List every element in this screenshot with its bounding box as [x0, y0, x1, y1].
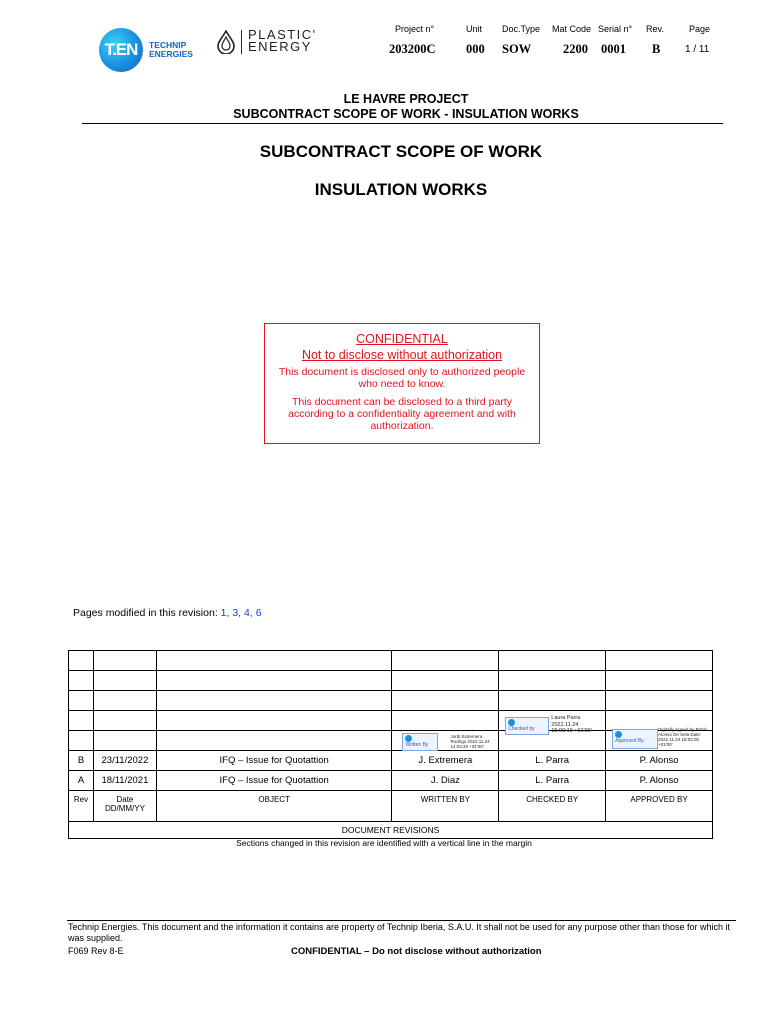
approved-cell: P. Alonso	[606, 771, 713, 791]
written-cell: J. Diaz	[392, 771, 499, 791]
confidential-heading: CONFIDENTIAL	[356, 332, 448, 346]
header-date: Date DD/MM/YY	[93, 791, 156, 822]
confidential-para2: This document can be disclosed to a third party according to a confidentiality agreement and with authorization.	[288, 396, 516, 432]
header-rev: Rev	[69, 791, 94, 822]
confidential-notice	[264, 323, 540, 444]
pages-modified-label: Pages modified in this revision:	[73, 607, 218, 619]
written-stamp-label: Written By	[405, 742, 429, 748]
rev-cell: A	[69, 771, 94, 791]
pages-modified	[73, 607, 262, 619]
ten-stamp-icon	[508, 719, 515, 726]
confidential-para1: This document is disclosed only to authorized people who need to know.	[278, 366, 526, 390]
label-project: Project n°	[395, 24, 435, 34]
checked-cell: L. Parra	[499, 771, 606, 791]
revision-note: Sections changed in this revision are identified with a vertical line in the margin	[236, 838, 532, 848]
plastic-energy-drop-icon	[216, 30, 236, 54]
logo-divider	[241, 30, 242, 54]
plastic-energy-wordmark	[248, 29, 317, 53]
header-approved: APPROVED BY	[606, 791, 713, 822]
written-cell: J. Extremera	[392, 751, 499, 771]
value-project: 203200C	[389, 42, 436, 56]
empty-row	[69, 651, 713, 671]
header-object: OBJECT	[156, 791, 392, 822]
technip-energies-logo	[99, 28, 143, 72]
date-cell: 18/11/2021	[93, 771, 156, 791]
ten-name-line1: TECHNIP	[149, 40, 187, 50]
ten-logo-mark: T.EN	[104, 40, 138, 59]
object-cell: IFQ – Issue for Quotattion	[156, 751, 392, 771]
project-title: LE HAVRE PROJECT	[343, 92, 469, 106]
date-cell: 23/11/2022	[93, 751, 156, 771]
header-written: WRITTEN BY	[392, 791, 499, 822]
label-doc-type: Doc.Type	[502, 24, 541, 34]
pe-line1: PLASTIC'	[248, 27, 317, 42]
value-doc-type: SOW	[502, 42, 532, 56]
footer-property-notice: Technip Energies. This document and the information it contains are property of Technip Iberia, S.A.U. It shall not be used for any purpose other than those for which it was supplied.	[68, 922, 731, 943]
revision-row	[69, 771, 713, 791]
checked-stamp	[505, 717, 549, 735]
revision-header-row	[69, 791, 713, 822]
ten-stamp-icon	[405, 735, 412, 742]
confidential-subheading: Not to disclose without authorization	[301, 348, 503, 362]
approved-stamp-label: Approved By	[615, 738, 644, 744]
checked-cell: L. Parra	[499, 751, 606, 771]
ten-name-line2: ENERGIES	[149, 49, 193, 59]
label-mat-code: Mat Code	[552, 24, 592, 34]
approved-stamp	[612, 729, 658, 749]
rev-cell: B	[69, 751, 94, 771]
page-subtitle: INSULATION WORKS	[314, 180, 488, 199]
written-signature: Jordi Extremera Rodrigo 2022.11.24 14:03:25 +01'00'	[450, 734, 490, 749]
label-serial: Serial n°	[598, 24, 633, 34]
value-rev: B	[652, 42, 661, 56]
empty-row	[69, 711, 713, 731]
footer-divider	[67, 920, 736, 921]
empty-row	[69, 691, 713, 711]
label-rev: Rev.	[646, 24, 664, 34]
page-title: SUBCONTRACT SCOPE OF WORK	[259, 142, 543, 161]
object-cell: IFQ – Issue for Quotattion	[156, 771, 392, 791]
revision-row	[69, 751, 713, 771]
approved-signature: Digitally signed by Pablo Alonso De Sela Date: 2022.11.24 18:02:00 +01'00'	[658, 727, 708, 747]
value-mat-code: 2200	[563, 42, 588, 56]
pages-modified-links[interactable]: 1, 3, 4, 6	[220, 607, 262, 619]
header-checked: CHECKED BY	[499, 791, 606, 822]
revision-table-footer	[69, 822, 713, 839]
checked-signature-cell	[499, 715, 606, 751]
value-page: 1 / 11	[685, 44, 710, 55]
value-unit: 000	[466, 42, 485, 56]
written-stamp	[402, 733, 438, 751]
empty-row	[69, 671, 713, 691]
footer-form-code: F069 Rev 8-E	[68, 946, 124, 956]
written-signature-cell	[392, 731, 499, 751]
approved-signature-cell	[606, 727, 713, 751]
label-unit: Unit	[466, 24, 483, 34]
pe-line2: ENERGY	[248, 39, 312, 54]
technip-energies-wordmark	[149, 41, 193, 59]
ten-stamp-icon	[615, 731, 622, 738]
footer-confidential: CONFIDENTIAL – Do not disclose without authorization	[291, 946, 542, 957]
title-divider	[82, 123, 723, 124]
approved-cell: P. Alonso	[606, 751, 713, 771]
checked-stamp-label: Checked by	[508, 726, 535, 732]
document-subtitle: SUBCONTRACT SCOPE OF WORK - INSULATION WORKS	[233, 107, 579, 121]
revision-table	[68, 650, 713, 839]
label-page: Page	[689, 24, 711, 34]
checked-signature: Laura Parra 2022.11.24 15:00:19 +01'00'	[551, 715, 592, 734]
signature-row	[69, 731, 713, 751]
document-revisions-label: DOCUMENT REVISIONS	[69, 822, 713, 839]
value-serial: 0001	[601, 42, 626, 56]
